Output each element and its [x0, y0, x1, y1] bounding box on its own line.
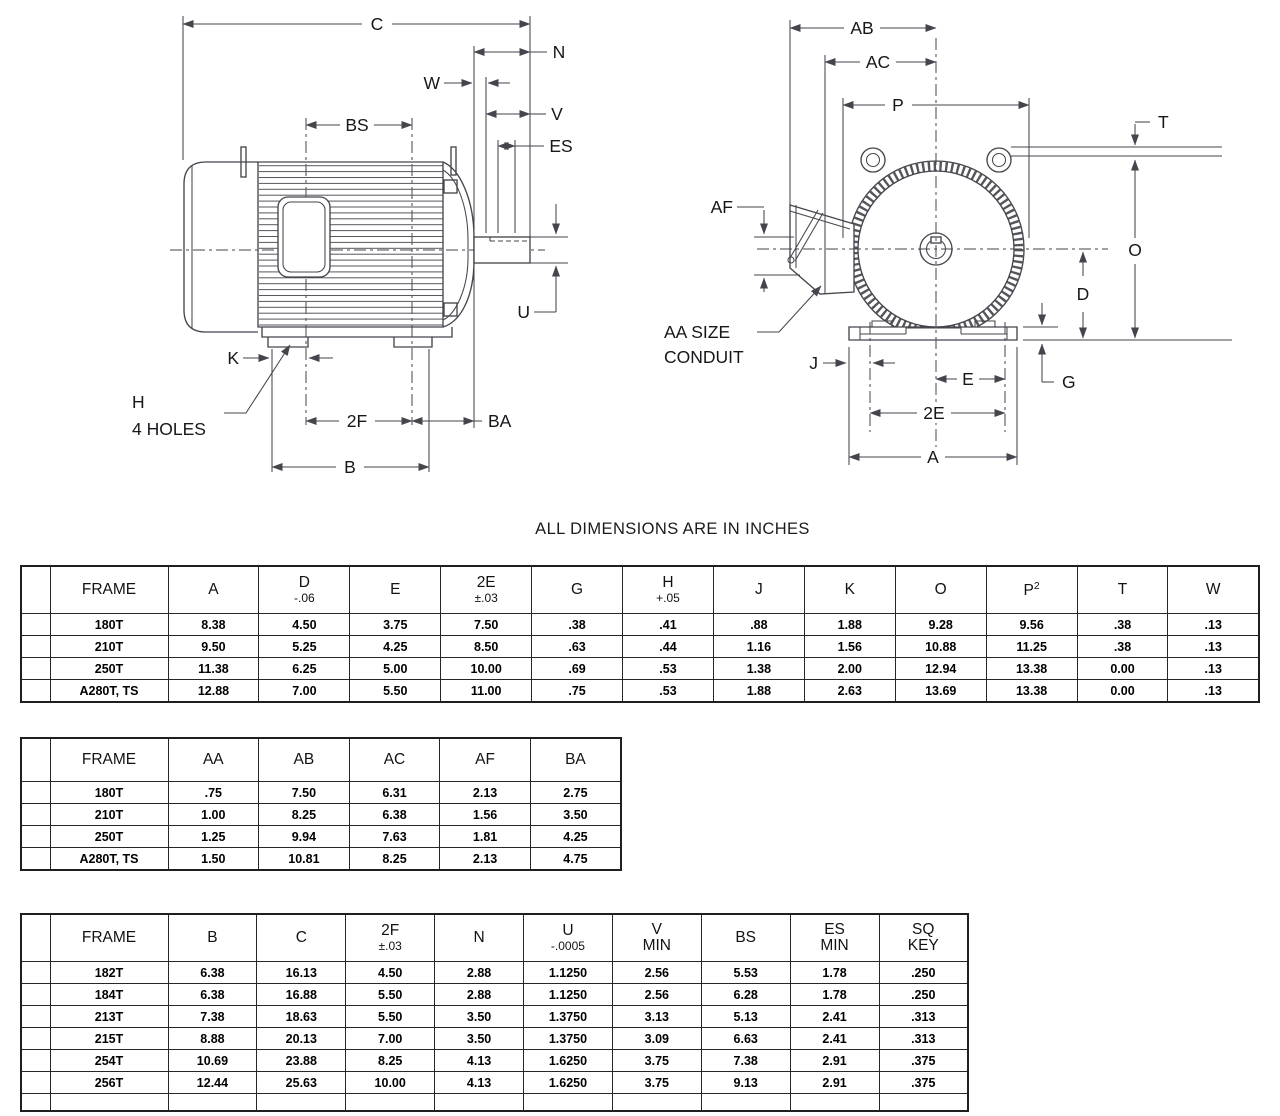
value-cell: 4.13	[435, 1072, 524, 1094]
value-cell: 13.38	[986, 658, 1077, 680]
dimension-table-conduit	[20, 737, 622, 871]
value-cell: 6.63	[701, 1028, 790, 1050]
lifting-lug-right	[987, 148, 1011, 172]
value-cell: 9.28	[895, 614, 986, 636]
value-cell: .13	[1168, 636, 1259, 658]
lead-cell	[21, 1050, 50, 1072]
value-cell: 1.3750	[524, 1028, 613, 1050]
value-cell: 11.38	[168, 658, 259, 680]
value-cell: 6.38	[168, 962, 257, 984]
value-cell: 5.50	[350, 680, 441, 703]
lead-cell	[21, 1028, 50, 1050]
clipped-cell	[50, 1094, 168, 1112]
column-header: FRAME	[50, 738, 168, 782]
dim-label-u: U	[517, 302, 530, 322]
value-cell: .38	[1077, 636, 1168, 658]
value-cell: .63	[532, 636, 623, 658]
value-cell: 12.94	[895, 658, 986, 680]
dim-label-4holes: 4 HOLES	[132, 419, 206, 439]
value-cell: 1.3750	[524, 1006, 613, 1028]
clipped-cell	[168, 1094, 257, 1112]
value-cell: 20.13	[257, 1028, 346, 1050]
column-header: $P^2$	[986, 566, 1077, 614]
value-cell: .250	[879, 962, 968, 984]
clipped-cell	[346, 1094, 435, 1112]
value-cell: 8.38	[168, 614, 259, 636]
clipped-cell	[435, 1094, 524, 1112]
value-cell: .375	[879, 1050, 968, 1072]
value-cell: 5.50	[346, 1006, 435, 1028]
value-cell: 7.50	[259, 782, 350, 804]
column-header: E	[350, 566, 441, 614]
value-cell: 3.09	[612, 1028, 701, 1050]
dim-label-ab: AB	[850, 18, 874, 38]
value-cell: 1.81	[440, 826, 531, 848]
dim-label-v: V	[551, 104, 563, 124]
value-cell: 13.38	[986, 680, 1077, 703]
value-cell: 1.6250	[524, 1050, 613, 1072]
value-cell: 5.53	[701, 962, 790, 984]
value-cell: 8.25	[259, 804, 350, 826]
value-cell: 2.41	[790, 1006, 879, 1028]
value-cell: .69	[532, 658, 623, 680]
value-cell: 4.25	[530, 826, 621, 848]
column-header: BA	[530, 738, 621, 782]
dim-label-af: AF	[710, 197, 733, 217]
value-cell: .88	[713, 614, 804, 636]
frame-cell: 250T	[50, 826, 168, 848]
value-cell: .75	[168, 782, 259, 804]
lead-cell	[21, 984, 50, 1006]
column-header: AA	[168, 738, 259, 782]
column-header: C	[257, 914, 346, 962]
value-cell: 12.88	[168, 680, 259, 703]
lead-cell	[21, 826, 50, 848]
frame-cell: 210T	[50, 636, 168, 658]
value-cell: 3.75	[350, 614, 441, 636]
dim-label-2e: 2E	[923, 403, 945, 423]
value-cell: 11.00	[441, 680, 532, 703]
value-cell: 4.13	[435, 1050, 524, 1072]
lead-cell	[21, 1006, 50, 1028]
value-cell: .13	[1168, 614, 1259, 636]
value-cell: 9.56	[986, 614, 1077, 636]
column-header: V MIN	[612, 914, 701, 962]
value-cell: 10.00	[441, 658, 532, 680]
value-cell: 8.50	[441, 636, 532, 658]
dim-label-ba: BA	[488, 411, 512, 431]
column-header: G	[532, 566, 623, 614]
value-cell: 7.00	[346, 1028, 435, 1050]
value-cell: .250	[879, 984, 968, 1006]
dimension-table-shaft	[20, 913, 969, 1112]
lead-cell	[21, 738, 50, 782]
value-cell: .38	[1077, 614, 1168, 636]
column-header: AF	[440, 738, 531, 782]
value-cell: 6.38	[349, 804, 440, 826]
column-header: 2F ±.03	[346, 914, 435, 962]
value-cell: 6.28	[701, 984, 790, 1006]
frame-cell: 215T	[50, 1028, 168, 1050]
value-cell: 7.38	[701, 1050, 790, 1072]
value-cell: 1.16	[713, 636, 804, 658]
dim-label-c: C	[370, 14, 384, 34]
value-cell: 1.1250	[524, 962, 613, 984]
frame-cell: 254T	[50, 1050, 168, 1072]
value-cell: .38	[532, 614, 623, 636]
value-cell: 1.88	[713, 680, 804, 703]
lead-cell	[21, 848, 50, 871]
value-cell: 1.00	[168, 804, 259, 826]
column-header: W	[1168, 566, 1259, 614]
value-cell: .313	[879, 1028, 968, 1050]
value-cell: 10.69	[168, 1050, 257, 1072]
column-header: 2E ±.03	[441, 566, 532, 614]
value-cell: 5.25	[259, 636, 350, 658]
value-cell: 0.00	[1077, 658, 1168, 680]
value-cell: .13	[1168, 680, 1259, 703]
value-cell: 2.75	[530, 782, 621, 804]
dimension-table-main	[20, 565, 1260, 703]
value-cell: 8.25	[346, 1050, 435, 1072]
dim-label-es: ES	[549, 136, 573, 156]
frame-cell: A280T, TS	[50, 680, 168, 703]
value-cell: 4.75	[530, 848, 621, 871]
column-header: N	[435, 914, 524, 962]
clipped-cell	[257, 1094, 346, 1112]
column-header: FRAME	[50, 566, 168, 614]
label-aa-size: AA SIZE	[664, 322, 731, 342]
frame-cell: 184T	[50, 984, 168, 1006]
junction-box	[278, 197, 330, 277]
value-cell: .75	[532, 680, 623, 703]
value-cell: 10.00	[346, 1072, 435, 1094]
frame-cell: A280T, TS	[50, 848, 168, 871]
clipped-cell	[21, 1094, 50, 1112]
clipped-cell	[701, 1094, 790, 1112]
dim-label-o: O	[1128, 240, 1142, 260]
column-header: FRAME	[50, 914, 168, 962]
lead-cell	[21, 1072, 50, 1094]
value-cell: 2.88	[435, 962, 524, 984]
value-cell: 1.38	[713, 658, 804, 680]
dim-label-p: P	[892, 95, 904, 115]
value-cell: 23.88	[257, 1050, 346, 1072]
value-cell: .13	[1168, 658, 1259, 680]
value-cell: 2.63	[804, 680, 895, 703]
dim-label-e: E	[962, 369, 974, 389]
column-header: B	[168, 914, 257, 962]
lead-cell	[21, 914, 50, 962]
value-cell: 2.91	[790, 1050, 879, 1072]
lead-cell	[21, 566, 50, 614]
dim-label-ac: AC	[865, 52, 891, 72]
value-cell: 3.75	[612, 1072, 701, 1094]
value-cell: 18.63	[257, 1006, 346, 1028]
lead-cell	[21, 804, 50, 826]
dim-label-d: D	[1076, 284, 1090, 304]
value-cell: 4.25	[350, 636, 441, 658]
value-cell: 2.13	[440, 782, 531, 804]
value-cell: 6.38	[168, 984, 257, 1006]
value-cell: 2.00	[804, 658, 895, 680]
frame-cell: 180T	[50, 614, 168, 636]
value-cell: 1.1250	[524, 984, 613, 1006]
value-cell: 12.44	[168, 1072, 257, 1094]
clipped-cell	[790, 1094, 879, 1112]
value-cell: 1.6250	[524, 1072, 613, 1094]
lead-cell	[21, 680, 50, 703]
base-plate	[262, 327, 452, 337]
value-cell: .44	[623, 636, 714, 658]
value-cell: 16.88	[257, 984, 346, 1006]
value-cell: 1.78	[790, 984, 879, 1006]
column-header: K	[804, 566, 895, 614]
value-cell: 11.25	[986, 636, 1077, 658]
dim-label-n: N	[552, 42, 566, 62]
column-header: O	[895, 566, 986, 614]
lead-cell	[21, 658, 50, 680]
frame-cell: 250T	[50, 658, 168, 680]
lead-cell	[21, 614, 50, 636]
lead-cell	[21, 636, 50, 658]
side-view	[132, 14, 573, 477]
value-cell: .41	[623, 614, 714, 636]
column-header: ES MIN	[790, 914, 879, 962]
value-cell: .53	[623, 658, 714, 680]
value-cell: 3.50	[435, 1006, 524, 1028]
clipped-cell	[524, 1094, 613, 1112]
frame-cell: 182T	[50, 962, 168, 984]
dim-label-a: A	[927, 447, 939, 467]
value-cell: 10.88	[895, 636, 986, 658]
label-conduit: CONDUIT	[664, 347, 744, 367]
frame-cell: 213T	[50, 1006, 168, 1028]
value-cell: 2.56	[612, 984, 701, 1006]
value-cell: 5.00	[350, 658, 441, 680]
value-cell: 1.50	[168, 848, 259, 871]
frame-cell: 210T	[50, 804, 168, 826]
dim-label-bs: BS	[345, 115, 369, 135]
value-cell: 2.41	[790, 1028, 879, 1050]
column-header: H +.05	[623, 566, 714, 614]
value-cell: .375	[879, 1072, 968, 1094]
lifting-lug-left	[861, 148, 885, 172]
value-cell: 13.69	[895, 680, 986, 703]
frame-cell: 256T	[50, 1072, 168, 1094]
frame-cell: 180T	[50, 782, 168, 804]
value-cell: 8.88	[168, 1028, 257, 1050]
value-cell: .53	[623, 680, 714, 703]
value-cell: 4.50	[259, 614, 350, 636]
value-cell: 5.13	[701, 1006, 790, 1028]
value-cell: 7.00	[259, 680, 350, 703]
column-header: J	[713, 566, 804, 614]
value-cell: 2.88	[435, 984, 524, 1006]
dim-label-h: H	[132, 392, 145, 412]
value-cell: 6.25	[259, 658, 350, 680]
value-cell: 3.75	[612, 1050, 701, 1072]
value-cell: 1.25	[168, 826, 259, 848]
dim-label-g: G	[1062, 372, 1076, 392]
value-cell: 25.63	[257, 1072, 346, 1094]
dim-label-j: J	[809, 353, 818, 373]
dim-label-b: B	[344, 457, 356, 477]
value-cell: 16.13	[257, 962, 346, 984]
value-cell: 6.31	[349, 782, 440, 804]
dim-label-2f: 2F	[346, 411, 368, 431]
dim-label-t: T	[1158, 112, 1169, 132]
value-cell: 4.50	[346, 962, 435, 984]
column-header: SQ KEY	[879, 914, 968, 962]
value-cell: 2.91	[790, 1072, 879, 1094]
clipped-cell	[612, 1094, 701, 1112]
column-header: AC	[349, 738, 440, 782]
dim-label-k: K	[227, 348, 239, 368]
value-cell: 1.56	[440, 804, 531, 826]
value-cell: 3.50	[530, 804, 621, 826]
units-note: ALL DIMENSIONS ARE IN INCHES	[535, 520, 810, 538]
value-cell: .313	[879, 1006, 968, 1028]
fan-cover	[184, 162, 258, 332]
value-cell: 7.50	[441, 614, 532, 636]
clipped-cell	[879, 1094, 968, 1112]
value-cell: 3.50	[435, 1028, 524, 1050]
column-header: BS	[701, 914, 790, 962]
lead-cell	[21, 782, 50, 804]
value-cell: 2.56	[612, 962, 701, 984]
value-cell: 7.38	[168, 1006, 257, 1028]
value-cell: 1.78	[790, 962, 879, 984]
end-view	[664, 18, 1232, 468]
dim-label-w: W	[423, 73, 440, 93]
value-cell: 5.50	[346, 984, 435, 1006]
column-header: T	[1077, 566, 1168, 614]
column-header: U -.0005	[524, 914, 613, 962]
motor-dimension-drawing	[0, 0, 1280, 508]
column-header: A	[168, 566, 259, 614]
value-cell: 8.25	[349, 848, 440, 871]
value-cell: 1.88	[804, 614, 895, 636]
lead-cell	[21, 962, 50, 984]
value-cell: 7.63	[349, 826, 440, 848]
column-header: AB	[259, 738, 350, 782]
value-cell: 0.00	[1077, 680, 1168, 703]
column-header: D -.06	[259, 566, 350, 614]
value-cell: 10.81	[259, 848, 350, 871]
value-cell: 3.13	[612, 1006, 701, 1028]
value-cell: 9.50	[168, 636, 259, 658]
value-cell: 2.13	[440, 848, 531, 871]
value-cell: 1.56	[804, 636, 895, 658]
value-cell: 9.13	[701, 1072, 790, 1094]
value-cell: 9.94	[259, 826, 350, 848]
